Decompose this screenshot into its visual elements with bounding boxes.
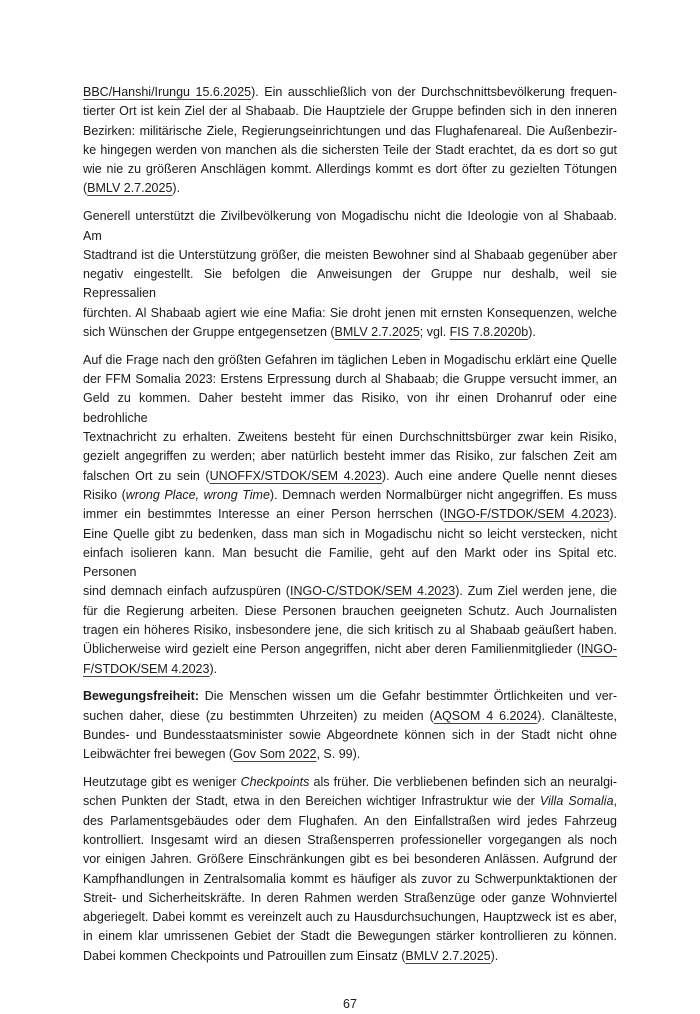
text-segment: Textnachricht zu erhalten. Zweitens besteht für einen Durchschnittsbürger zwar kein Risiko, [83,430,617,445]
paragraph [83,773,617,966]
text-segment: Eine Quelle gibt zu bedenken, dass man sich in Mogadischu nicht so leicht verstecken, nicht [83,526,617,541]
citation-link[interactable]: INGO-F/STDOK/SEM 4.2023 [443,507,610,522]
italic-text: wrong Place, wrong Time [125,487,270,502]
text-line [83,246,617,265]
text-line [83,544,617,583]
text-segment: ). [490,948,499,963]
text-line [83,447,617,466]
document-body [83,83,617,975]
text-line [83,323,617,342]
text-line [83,160,617,179]
paragraph [83,207,617,342]
text-line [83,505,617,524]
italic-text: Villa Somalia [539,794,614,809]
text-segment: ). Auch eine andere Quelle nennt dieses [381,468,617,483]
citation-link[interactable]: FIS 7.8.2020b [449,325,529,340]
citation-link[interactable]: BBC/Hanshi/Irungu 15.6.2025 [83,85,252,99]
text-segment: schen Punkten der Stadt, etwa in den Bereichen wichtiger Infrastruktur wie der [83,794,540,809]
text-line [83,370,617,389]
text-segment: immer ein bestimmtes Interesse an einer Person herrschen ( [83,507,444,522]
text-line [83,621,617,640]
text-segment: ke hingegen werden von manchen als die sichersten Teile der Stadt erachtet, da es dort so gut [83,142,617,157]
text-segment: des Parlamentsgebäudes oder dem Flughafen. An den Einfallstraßen wird jedes Fahrzeug [83,813,617,828]
text-line [83,792,617,811]
text-segment: für die Regierung arbeiten. Diese Personen brauchen geeigneten Schutz. Auch Journalisten [83,603,617,618]
text-segment: vor einigen Jahren. Größere Einschränkungen gibt es bei besonderen Anlässen. Aufgrund der [83,852,617,867]
text-segment: kontrolliert. Insgesamt wird an diesen Straßensperren professioneller vorgegangen als noch [83,832,617,847]
text-segment: tragen ein höheres Risiko, insbesondere jene, die sich kritisch zu al Shabaab geäußert haben. [83,623,617,638]
text-segment: , S. 99). [316,747,361,762]
italic-text: Checkpoints [240,775,310,790]
text-segment: tierter Ort ist kein Ziel der al Shabaab. Die Hauptziele der Gruppe befinden sich in den inneren [83,104,617,119]
text-segment: Auf die Frage nach den größten Gefahren im täglichen Leben in Mogadischu erklärt eine Quelle [83,352,617,367]
text-segment: ). [209,661,218,676]
text-segment: in einem klar umrissenen Gebiet der Stadt die Bewegungen stärker kontrollieren zu können. [83,929,617,944]
text-line [83,726,617,745]
text-segment: sich Wünschen der Gruppe entgegensetzen ( [83,325,335,340]
text-line [83,602,617,621]
text-segment: Generell unterstützt die Zivilbevölkerung von Mogadischu nicht die Ideologie von al Shabaab. Am [83,209,617,243]
text-segment: Bezirken: militärische Ziele, Regierungseinrichtungen und das Flughafenareal. Die Außenbezir- [83,123,617,138]
text-segment: negativ eingestellt. Sie befolgen die Anweisungen der Gruppe nur deshalb, weil sie Repressalien [83,267,617,301]
text-line [83,707,617,726]
text-segment: suchen daher, diese (zu bestimmten Uhrzeiten) zu meiden ( [83,708,434,723]
text-segment: ). [609,507,617,522]
text-segment: Bundes- und Bundesstaatsminister sowie Abgeordnete können sich in der Stadt nicht ohne [83,728,617,742]
text-line [83,141,617,160]
text-segment: gezielt angegriffen zu werden; aber natürlich besteht immer das Risiko, zur falschen Zeit am [83,449,617,464]
text-line [83,351,617,370]
citation-link[interactable]: BMLV 2.7.2025 [334,325,420,340]
text-segment: wie nie zu größeren Anschlägen kommt. Allerdings kommt es dort öfter zu gezielten Tötungen [83,162,617,177]
citation-link[interactable]: Gov Som 2022 [233,747,317,762]
text-line [83,773,617,792]
citation-link[interactable]: UNOFFX/STDOK/SEM 4.2023 [209,468,382,483]
text-line [83,831,617,850]
text-line [83,102,617,121]
text-segment: als früher. Die verbliebenen befinden sich an neuralgi- [309,775,617,790]
text-segment: Die Menschen wissen um die Gefahr bestimmter Örtlichkeiten und ver- [199,689,617,704]
text-line [83,870,617,889]
text-segment: ). Clanälteste, [537,708,617,723]
text-line [83,486,617,505]
text-line [83,582,617,601]
text-segment: ). Ein ausschließlich von der Durchschnittsbevölkerung frequen- [251,85,617,99]
text-segment: , [613,794,617,809]
text-line [83,207,617,246]
text-line [83,122,617,141]
paragraph [83,351,617,679]
citation-link[interactable]: F/STDOK/SEM 4.2023 [83,661,210,676]
text-segment: falschen Ort zu sein ( [83,468,210,483]
citation-link[interactable]: BMLV 2.7.2025 [87,181,173,196]
citation-link[interactable]: INGO-C/STDOK/SEM 4.2023 [289,584,456,599]
text-line [83,745,617,764]
text-segment: Dabei kommen Checkpoints und Patrouillen zum Einsatz ( [83,948,406,963]
text-line [83,179,617,198]
text-segment: Leibwächter frei bewegen ( [83,747,234,762]
text-segment: ; vgl. [419,325,450,340]
paragraph [83,687,617,764]
text-segment: Üblicherweise wird gezielt eine Person angegriffen, nicht aber deren Familienmitglieder ( [83,642,581,657]
text-segment: ). Demnach werden Normalbürger nicht angegriffen. Es muss [269,487,617,502]
text-line [83,389,617,428]
text-segment: Risiko ( [83,487,126,502]
text-line [83,947,617,966]
text-line [83,640,617,659]
text-line [83,467,617,486]
text-line [83,889,617,908]
text-segment: der FFM Somalia 2023: Erstens Erpressung durch al Shabaab; die Gruppe versucht immer, an [83,372,617,387]
text-line [83,428,617,447]
text-line [83,525,617,544]
text-segment: ). [172,181,181,196]
text-segment: einfach isolieren kann. Man besucht die Familie, geht auf den Markt oder ins Spital etc. Personen [83,545,617,580]
text-line [83,850,617,869]
text-line [83,660,617,679]
text-line [83,927,617,946]
text-segment: ). Zum Ziel werden jene, die [455,584,617,599]
text-segment: Streit- und Sicherheitskräfte. In deren Rahmen werden Straßenzüge oder ganze Wohnviertel [83,890,617,905]
text-segment: Kampfhandlungen in Zentralsomalia kommt es häufiger als zuvor zu Schwerpunktaktionen der [83,871,617,886]
text-line [83,304,617,323]
text-segment: Geld zu kommen. Daher besteht immer das Risiko, von ihr einen Drohanruf oder eine bedrohliche [83,391,617,425]
text-line [83,265,617,304]
text-segment: Stadtrand ist die Unterstützung größer, die meisten Bewohner sind al Shabaab gegenüber aber [83,247,617,262]
citation-link[interactable]: AQSOM 4 6.2024 [433,708,538,723]
text-segment: fürchten. Al Shabaab agiert wie eine Mafia: Sie droht jenen mit ernsten Konsequenzen, welche [83,305,617,320]
paragraph [83,83,617,199]
text-segment: abgeriegelt. Dabei kommt es vereinzelt auch zu Hausdurchsuchungen, Hauptzweck ist es aber, [83,910,617,925]
text-segment: ( [83,181,88,196]
page-number: 67 [343,997,357,1011]
text-segment: Heutzutage gibt es weniger [83,775,241,790]
text-line [83,908,617,927]
text-segment: ). [528,325,536,340]
text-line [83,812,617,831]
text-segment: sind demnach einfach aufzuspüren ( [83,584,290,599]
bold-heading: Bewegungsfreiheit: [83,689,199,704]
citation-link[interactable]: INGO- [580,642,617,657]
text-line [83,83,617,102]
text-line [83,687,617,706]
citation-link[interactable]: BMLV 2.7.2025 [405,948,491,963]
